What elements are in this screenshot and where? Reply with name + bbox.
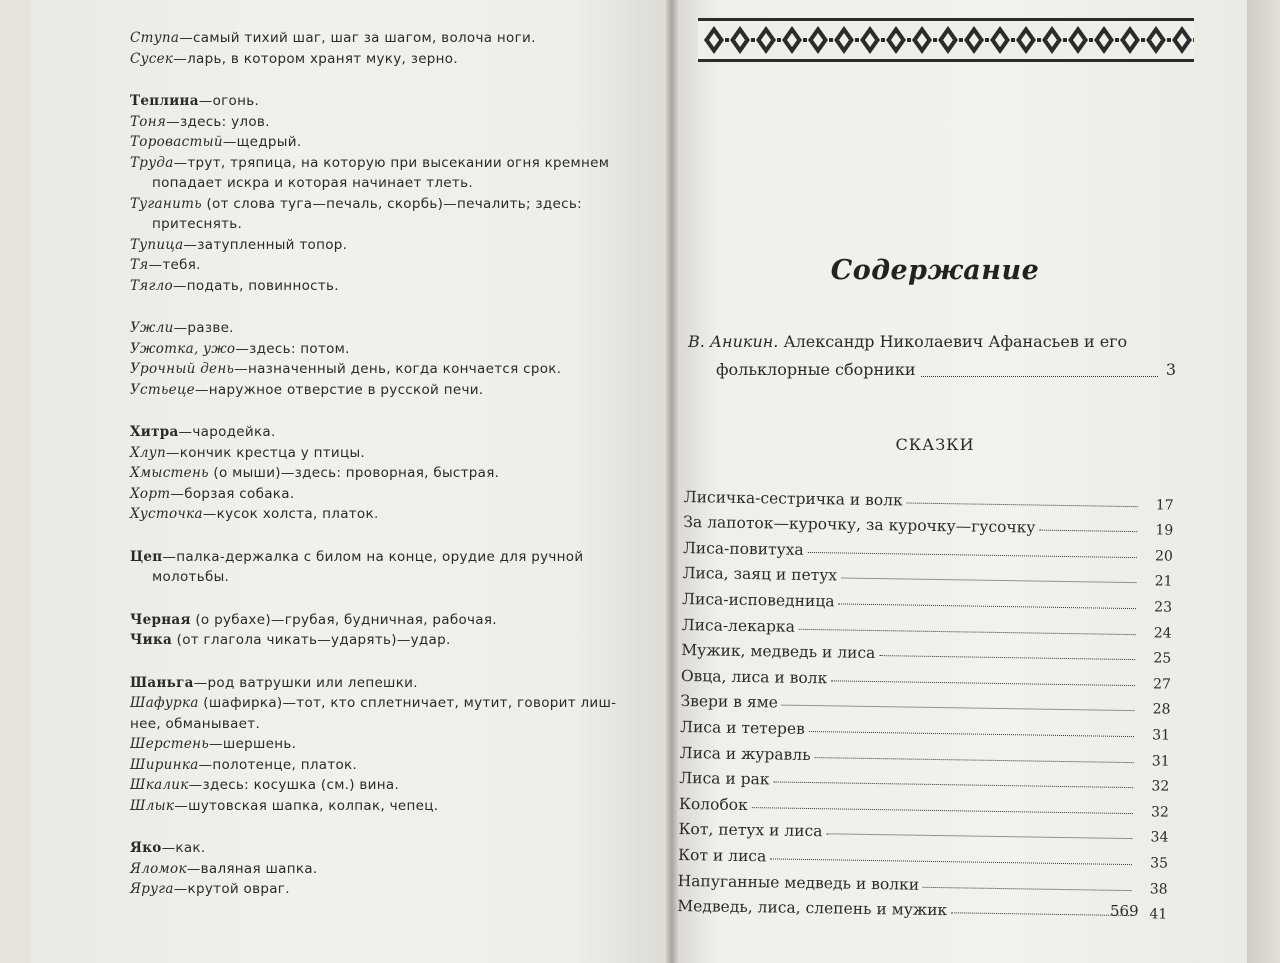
ornament-dot xyxy=(803,38,807,42)
glossary-entry xyxy=(130,318,650,339)
glossary-entry xyxy=(130,796,650,817)
intro-page-number: 3 xyxy=(1165,360,1176,379)
leader-dots xyxy=(879,655,1135,660)
glossary-term: Хитра xyxy=(130,424,179,440)
leader-dots xyxy=(951,912,1131,916)
ornament-dot xyxy=(725,38,729,42)
glossary-entry xyxy=(130,194,650,215)
toc-entry-page: 41 xyxy=(1149,906,1168,923)
glossary-term: Ширинка xyxy=(130,756,199,773)
glossary-definition: —тебя. xyxy=(148,257,201,273)
ornament-dot xyxy=(1089,38,1093,42)
glossary-definition: —самый тихий шаг, шаг за шагом, волоча ноги. xyxy=(179,30,536,46)
glossary-term: Теплина xyxy=(130,93,199,109)
glossary-entry xyxy=(130,734,650,755)
leader-dots xyxy=(808,552,1137,558)
toc-entry-title: Лиса-лекарка xyxy=(681,615,796,636)
glossary-group xyxy=(130,318,650,400)
glossary-term: Тупица xyxy=(130,236,184,253)
glossary-entry xyxy=(130,547,650,568)
glossary-entry xyxy=(130,235,650,256)
glossary-term: Шаньга xyxy=(130,674,194,691)
leader-dots xyxy=(809,731,1134,737)
glossary-term: Ступа xyxy=(130,30,180,46)
ornament-dot xyxy=(1167,38,1171,42)
glossary-definition: —чародейка. xyxy=(178,424,276,440)
glossary-term: Цеп xyxy=(130,548,163,565)
toc-entry-title: Кот, петух и лиса xyxy=(678,820,823,841)
glossary-entry xyxy=(130,755,650,776)
glossary-entry xyxy=(130,112,650,133)
toc-entry-page: 38 xyxy=(1149,880,1168,898)
glossary-term: Труда xyxy=(130,154,174,171)
toc-entry-title: Лиса и рак xyxy=(679,769,770,789)
glossary-definition: —валяная шапка. xyxy=(186,860,318,877)
section-heading: СКАЗКИ xyxy=(895,435,975,454)
glossary-term: Яломок xyxy=(130,860,187,877)
glossary-definition: —затупленный топор. xyxy=(183,236,348,253)
glossary-term: Яко xyxy=(130,840,162,856)
toc-entry-title: Медведь, лиса, слепень и мужик xyxy=(677,897,948,920)
toc-entry-title: Лиса и тетерев xyxy=(679,717,805,738)
ornament-dot xyxy=(881,38,885,42)
glossary-group xyxy=(130,547,650,588)
toc-entry-page: 34 xyxy=(1150,829,1169,846)
glossary-term: Ужотка, ужо xyxy=(130,340,236,357)
glossary-definition: —полотенце, платок. xyxy=(198,756,358,773)
ornament-dot xyxy=(933,38,937,42)
glossary-definition: —крутой овраг. xyxy=(173,881,290,897)
glossary-entry xyxy=(130,173,650,194)
glossary-group xyxy=(130,838,650,900)
glossary-term: Хусточка xyxy=(130,506,203,522)
glossary-definition: —здесь: косушка (см.) вина. xyxy=(188,777,400,793)
glossary-term: Торовастый xyxy=(130,134,223,150)
toc-list xyxy=(677,480,1174,923)
toc-entry-page: 24 xyxy=(1153,624,1172,642)
glossary-entry xyxy=(130,28,650,49)
glossary-definition: —борзая собака. xyxy=(170,485,295,502)
glossary-entry xyxy=(130,504,650,525)
glossary-entry xyxy=(130,673,650,694)
glossary-entry xyxy=(130,339,650,360)
glossary-definition: —трут, тряпица, на которую при высекании огня кремнем xyxy=(173,154,610,171)
glossary-definition: —палка-держалка с билом на конце, орудие для ручной xyxy=(162,548,584,565)
glossary-term: Ужли xyxy=(130,320,174,336)
leader-dots xyxy=(799,628,1136,634)
glossary-entry xyxy=(130,91,650,112)
intro-title-line1: Александр Николаевич Афанасьев и его xyxy=(783,332,1128,351)
toc-entry-title: Колобок xyxy=(678,794,748,814)
glossary-entry xyxy=(130,610,650,631)
glossary-entry xyxy=(130,859,650,880)
glossary-term: Шафурка xyxy=(130,695,199,711)
toc-entry-page: 35 xyxy=(1150,855,1169,872)
glossary-definition: —щедрый. xyxy=(222,134,302,150)
glossary-term: Хмыстень xyxy=(130,465,209,481)
glossary-entry xyxy=(130,49,650,70)
glossary-term: Яруга xyxy=(130,881,174,897)
toc-entry-title: За лапоток—курочку, за курочку—гусочку xyxy=(683,513,1036,537)
glossary-definition: (от глагола чикать—ударять)—удар. xyxy=(172,632,451,648)
ornament-dot xyxy=(1193,38,1194,42)
glossary-definition: —шутовская шапка, колпак, чепец. xyxy=(174,797,439,814)
ornament-dot xyxy=(959,38,963,42)
glossary-definition: (о рубахе)—грубая, будничная, рабочая. xyxy=(190,611,497,628)
toc-entry-page: 31 xyxy=(1152,727,1171,744)
glossary-definition: —огонь. xyxy=(198,93,260,109)
glossary-definition: —здесь: потом. xyxy=(235,340,350,357)
glossary-definition: —как. xyxy=(161,840,206,856)
toc-entry-page: 21 xyxy=(1154,573,1173,591)
toc-entry-title: Лиса, заяц и петух xyxy=(682,564,838,585)
ornament-dot xyxy=(1037,38,1041,42)
glossary-entry xyxy=(130,775,650,796)
toc-entry-page: 19 xyxy=(1155,522,1174,539)
glossary-entry xyxy=(130,879,650,900)
ornament-dot xyxy=(855,38,859,42)
toc-entry-page: 31 xyxy=(1151,752,1170,770)
toc-entry-page: 28 xyxy=(1152,701,1171,719)
glossary-entry xyxy=(130,443,650,464)
ornament-dot xyxy=(1115,38,1119,42)
glossary-definition: (шафирка)—тот, кто сплетничает, мутит, говорит лиш- xyxy=(198,695,617,711)
leader-dots xyxy=(826,834,1132,840)
intro-title-line2: фольклорные сборники xyxy=(716,360,916,379)
leader-dots xyxy=(923,886,1132,890)
glossary-definition: —подать, повинность. xyxy=(173,277,339,294)
glossary-entry xyxy=(130,484,650,505)
book-gutter xyxy=(666,0,678,963)
glossary-entry xyxy=(130,214,650,235)
toc-entry-page: 20 xyxy=(1154,548,1173,565)
leader-dots xyxy=(1039,530,1137,533)
glossary-entry xyxy=(130,714,650,735)
leader-dots xyxy=(831,680,1135,686)
glossary-term: Сусек xyxy=(130,50,174,67)
glossary-entry xyxy=(130,567,650,588)
ornament-dot xyxy=(907,38,911,42)
ornament-border xyxy=(698,18,1194,62)
glossary-term: Шерстень xyxy=(130,736,210,752)
leader-dots xyxy=(770,858,1132,865)
toc-entry-page: 27 xyxy=(1152,676,1171,693)
intro-author: В. Аникин. xyxy=(688,332,779,351)
glossary-definition: молотьбы. xyxy=(152,569,230,585)
glossary-group xyxy=(130,422,650,525)
toc-entry-title: Напуганные медведь и волки xyxy=(677,871,920,894)
glossary-term: Тя xyxy=(130,257,149,273)
glossary-term: Тоня xyxy=(130,113,167,130)
glossary-term: Тягло xyxy=(130,277,173,294)
glossary-entry xyxy=(130,693,650,714)
toc-entry-title: Лисичка-сестричка и волк xyxy=(683,487,903,510)
glossary-entry xyxy=(130,380,650,401)
glossary-term: Черная xyxy=(130,611,191,628)
glossary-definition: —шершень. xyxy=(209,736,297,752)
leader-dots xyxy=(782,705,1135,712)
leader-dots xyxy=(907,502,1138,507)
glossary-definition: —кончик крестца у птицы. xyxy=(165,444,366,461)
toc-entry-title: Звери в яме xyxy=(680,692,779,712)
ornament-dot xyxy=(1063,38,1067,42)
glossary-entry xyxy=(130,422,650,443)
glossary-group xyxy=(130,610,650,651)
glossary-term: Туганить xyxy=(130,195,202,212)
glossary-term: Хлуп xyxy=(130,444,166,461)
glossary-definition: —здесь: улов. xyxy=(166,113,270,130)
ornament-dot xyxy=(1141,38,1145,42)
glossary-group xyxy=(130,28,650,69)
toc-entry-page: 32 xyxy=(1150,804,1169,821)
glossary-entry xyxy=(130,463,650,484)
leader-dots xyxy=(838,603,1136,609)
toc-entry-page: 32 xyxy=(1151,778,1170,795)
toc-entry-title: Лиса-исповедница xyxy=(681,589,835,611)
ornament-dot xyxy=(1011,38,1015,42)
toc-entry-page: 17 xyxy=(1155,497,1174,514)
toc-entry-page: 25 xyxy=(1153,650,1172,667)
glossary-entry xyxy=(130,132,650,153)
ornament-dot xyxy=(777,38,781,42)
ornament-dot xyxy=(985,38,989,42)
glossary-definition: (о мыши)—здесь: проворная, быстрая. xyxy=(208,465,500,481)
leader-dots xyxy=(815,757,1134,763)
page-edge xyxy=(1247,0,1280,963)
toc-intro-entry[interactable] xyxy=(688,328,1176,384)
glossary-entry xyxy=(130,630,650,651)
leader-dots xyxy=(773,782,1133,789)
leader-dots xyxy=(921,376,1157,377)
glossary-term: Шлык xyxy=(130,797,175,814)
glossary-entry xyxy=(130,255,650,276)
glossary-term: Шкалик xyxy=(130,777,189,793)
glossary-definition: —ларь, в котором хранят муку, зерно. xyxy=(173,50,458,67)
glossary-definition: притеснять. xyxy=(152,216,243,232)
leader-dots xyxy=(841,578,1136,584)
glossary-term: Урочный день xyxy=(130,361,235,377)
glossary-term: Устьеце xyxy=(130,381,195,398)
glossary-definition: —кусок холста, платок. xyxy=(202,506,379,522)
toc-entry-title: Лиса-повитуха xyxy=(682,538,804,559)
glossary-definition: (от слова туга—печаль, скорбь)—печалить; здесь: xyxy=(201,195,582,212)
leader-dots xyxy=(752,807,1133,814)
glossary xyxy=(130,28,650,922)
toc-entry-title: Мужик, медведь и лиса xyxy=(681,641,876,663)
glossary-definition: —род ватрушки или лепешки. xyxy=(193,674,418,691)
toc-entry-title: Кот и лиса xyxy=(677,845,767,866)
glossary-definition: —разве. xyxy=(173,320,234,336)
glossary-entry xyxy=(130,276,650,297)
glossary-definition: нее, обманывает. xyxy=(130,715,261,732)
ornament-dot xyxy=(751,38,755,42)
toc-entry-page: 23 xyxy=(1154,599,1173,616)
toc-entry-title: Лиса и журавль xyxy=(679,743,811,764)
page-number: 569 xyxy=(1110,902,1139,920)
ornament-dot xyxy=(829,38,833,42)
toc-title: Содержание xyxy=(830,255,1040,286)
glossary-definition: —наружное отверстие в русской печи. xyxy=(194,381,484,398)
glossary-group xyxy=(130,673,650,817)
glossary-entry xyxy=(130,838,650,859)
glossary-entry xyxy=(130,359,650,380)
toc-entry-title: Овца, лиса и волк xyxy=(680,666,828,688)
glossary-definition: —назначенный день, когда кончается срок. xyxy=(234,361,562,377)
glossary-definition: попадает искра и которая начинает тлеть. xyxy=(152,175,473,191)
glossary-term: Чика xyxy=(130,632,173,648)
glossary-group xyxy=(130,91,650,296)
glossary-term: Хорт xyxy=(130,485,171,502)
glossary-entry xyxy=(130,153,650,174)
